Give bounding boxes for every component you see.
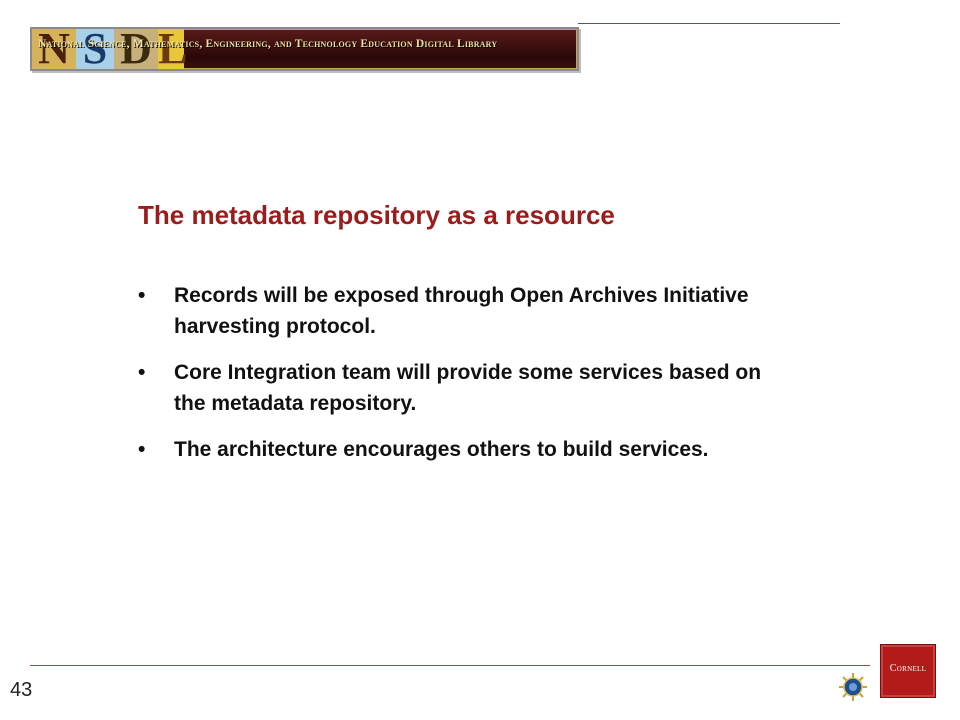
bullet-item — [138, 357, 778, 419]
nsdl-banner — [30, 24, 579, 73]
nsdl-logo-letter-n: N — [32, 29, 76, 69]
bullet-text: The architecture encourages others to build services. — [174, 438, 709, 461]
slide-title: The metadata repository as a resource — [138, 200, 615, 230]
footer-rule — [30, 665, 870, 666]
bullet-text: Core Integration team will provide some services based on the metadata repository. — [174, 361, 762, 415]
header-rule — [578, 23, 840, 24]
bullet-item — [138, 280, 778, 342]
nsdl-logo-letter-s: S — [76, 29, 114, 69]
bullet-dot: • — [138, 361, 146, 384]
bullet-item — [138, 434, 778, 465]
cornell-logo — [880, 644, 936, 698]
cornell-logo-text: Cornell — [889, 663, 927, 674]
nsf-seal-icon — [838, 672, 868, 702]
bullet-dot: • — [138, 284, 146, 307]
nsdl-logo-letter-l: L — [158, 24, 188, 73]
nsdl-logo-letter-d: D — [114, 29, 158, 69]
page-number: 43 — [10, 679, 33, 701]
bullet-dot: • — [138, 438, 146, 461]
bullet-text: Records will be exposed through Open Archives Initiative harvesting protocol. — [174, 284, 749, 338]
banner-title: National Science, Mathematics, Engineering, and Technology Education Digital Library — [38, 38, 498, 50]
bullet-list — [138, 280, 778, 480]
